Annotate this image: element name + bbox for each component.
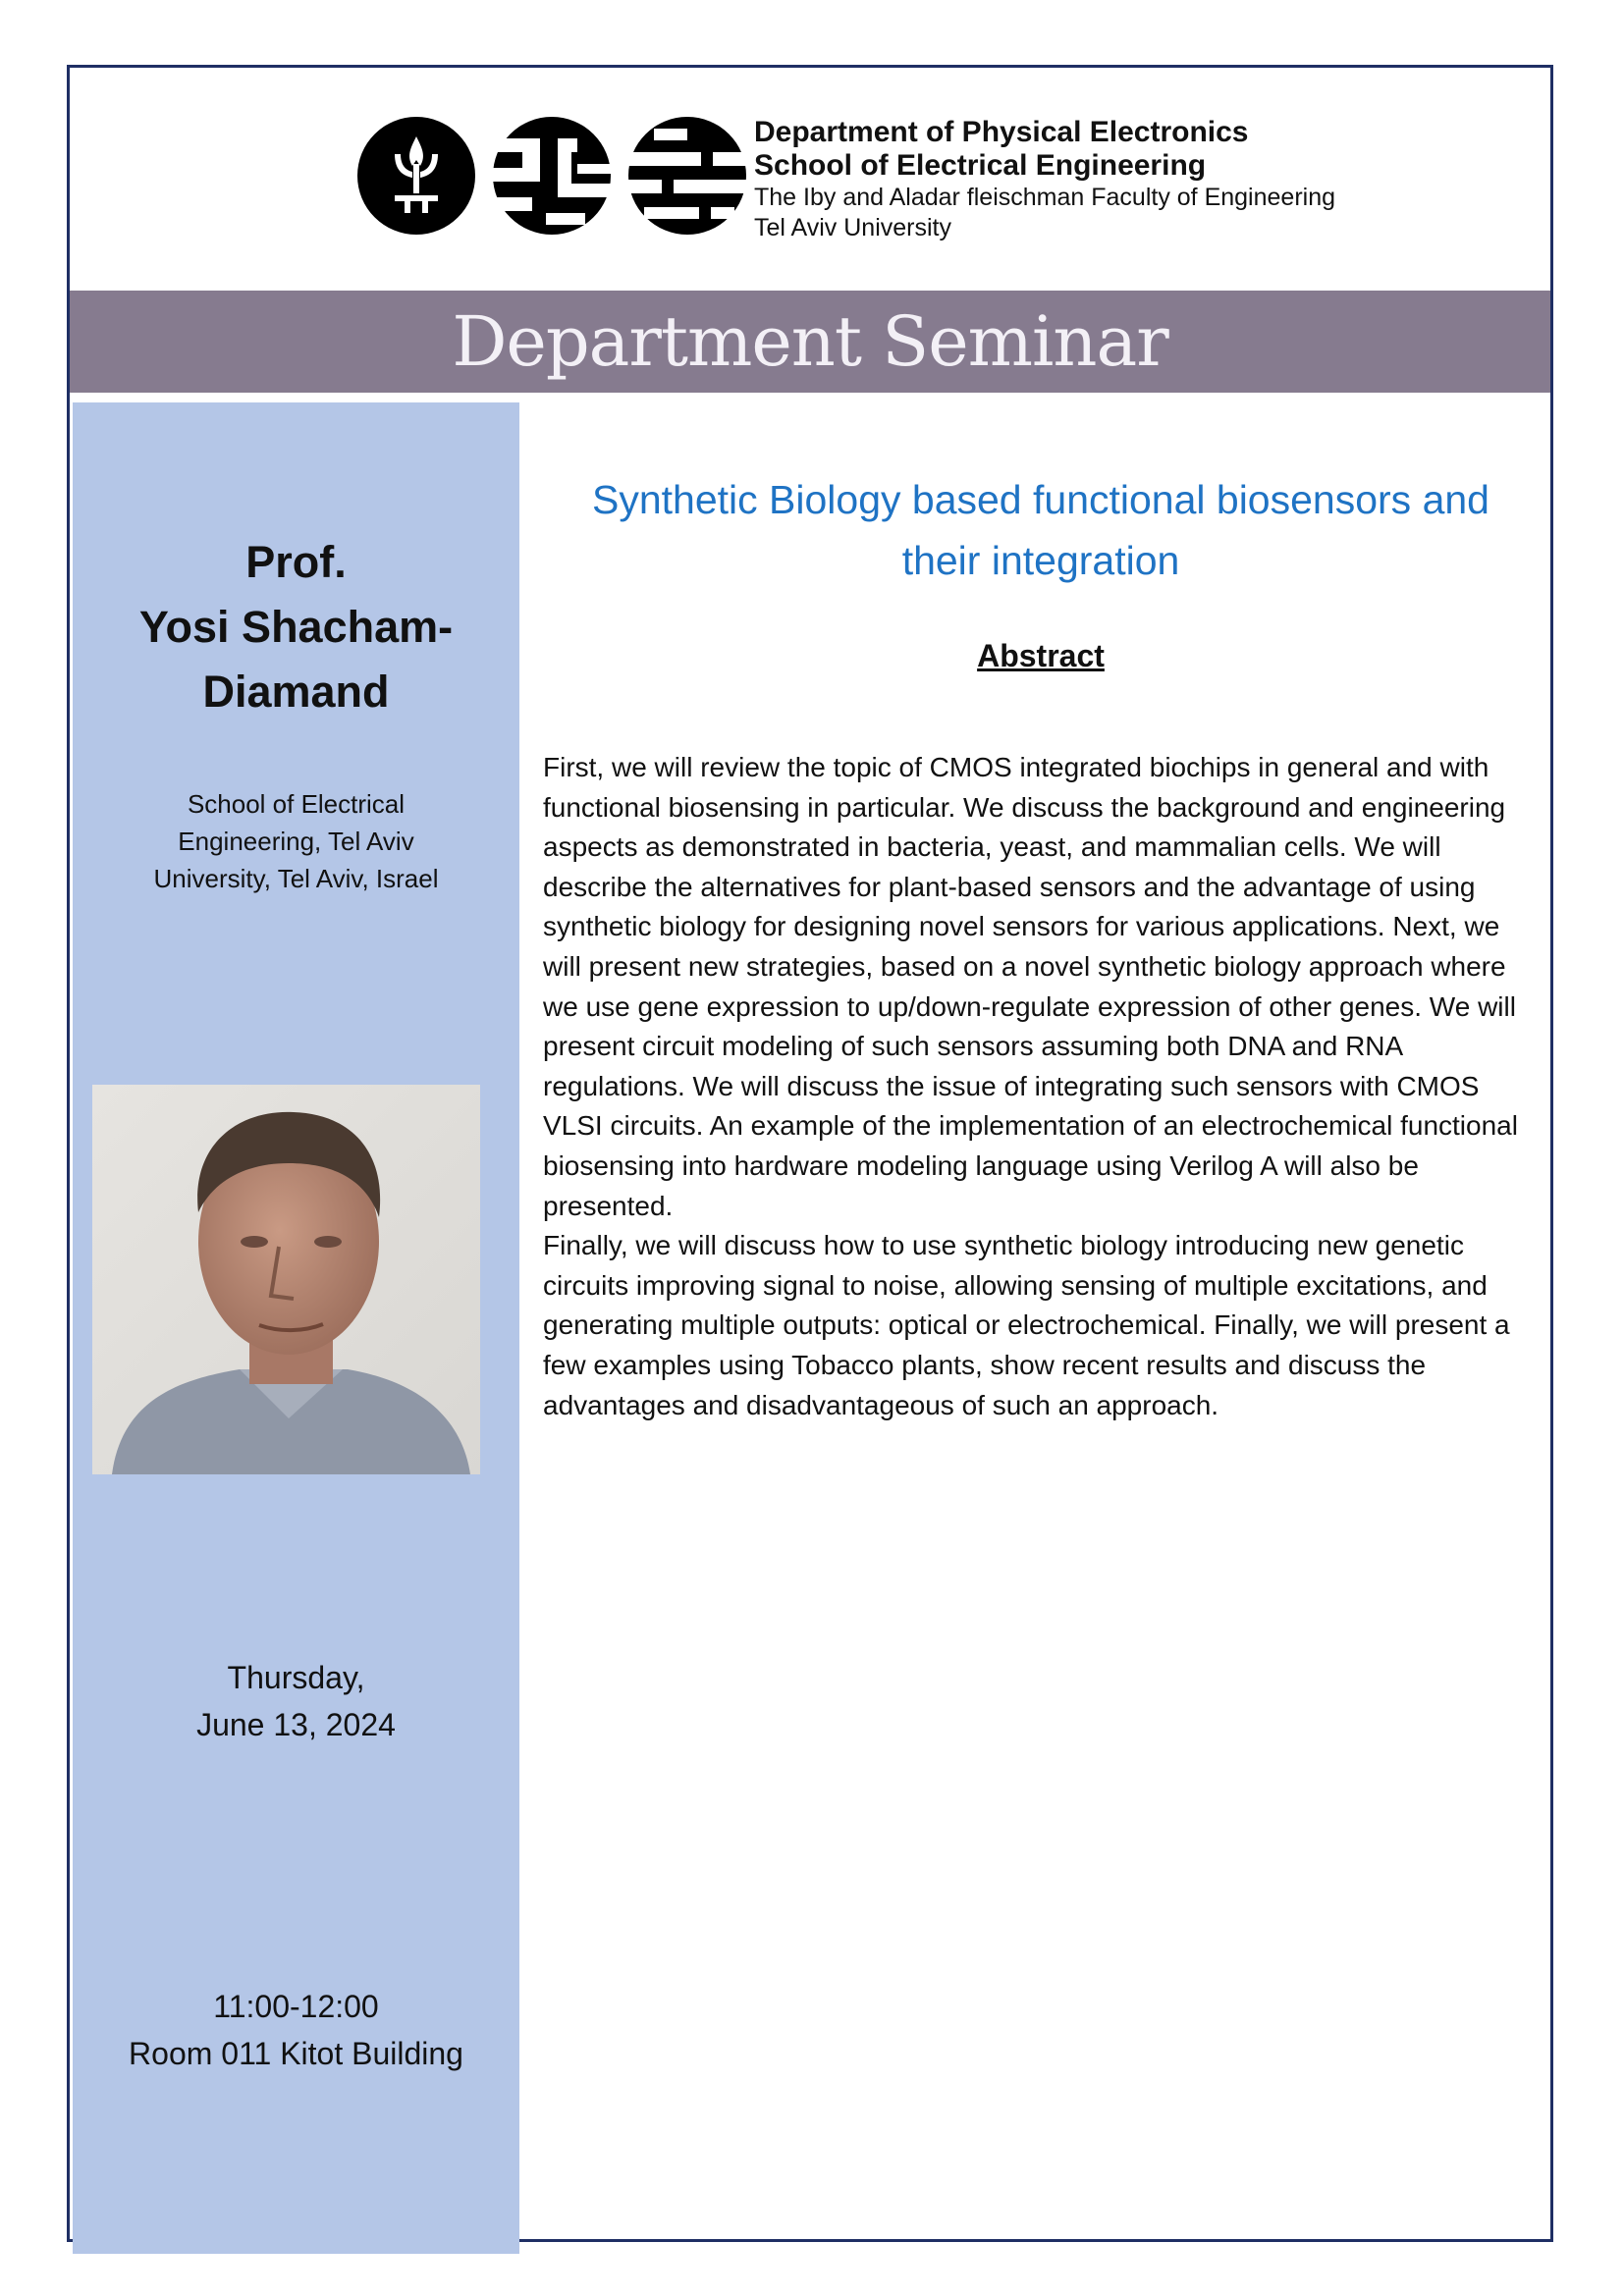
affiliation-line: Engineering, Tel Aviv	[178, 827, 414, 856]
abstract-paragraph: Finally, we will discuss how to use synthetic biology introducing new genetic circuits improving signal to noise, allowing sensing of multiple excitations, and generating multiple outputs: optical or electrochemical. Finally, we will present a few examples using Tobacco plants, show recent results and discuss the advantages and disadvantageous of such an approach.	[543, 1230, 1510, 1420]
department-logo	[626, 115, 748, 237]
talk-title	[535, 469, 1546, 591]
speaker-photo	[92, 1085, 480, 1474]
talk-title-line: Synthetic Biology based functional biosensors and	[592, 477, 1489, 522]
department-header-text	[754, 116, 1461, 243]
speaker-name-line: Diamand	[202, 667, 390, 717]
school-name: School of Electrical Engineering	[754, 149, 1207, 182]
event-time: 11:00-12:00	[213, 1989, 379, 2024]
event-date	[73, 1654, 519, 1748]
department-name: Department of Physical Electronics	[754, 116, 1249, 148]
event-date-value: June 13, 2024	[196, 1707, 396, 1742]
faculty-name: The Iby and Aladar fleischman Faculty of Engineering	[754, 184, 1336, 211]
banner-title: Department Seminar	[452, 301, 1168, 382]
speaker-affiliation	[132, 785, 460, 897]
event-day: Thursday,	[227, 1660, 365, 1695]
talk-title-line: their integration	[901, 538, 1180, 583]
event-time-location	[73, 1983, 519, 2077]
affiliation-line: School of Electrical	[187, 789, 406, 819]
header-logos	[355, 112, 748, 240]
abstract-body	[543, 748, 1535, 1425]
university-name: Tel Aviv University	[754, 214, 951, 241]
speaker-sidebar	[73, 402, 519, 2254]
speaker-name-line: Yosi Shacham-	[138, 602, 454, 652]
abstract-heading: Abstract	[977, 638, 1105, 673]
event-location: Room 011 Kitot Building	[129, 2036, 463, 2071]
speaker-portrait-image	[92, 1085, 480, 1474]
tau-emblem-logo	[355, 115, 477, 237]
seminar-banner	[70, 291, 1550, 393]
abstract-paragraph: First, we will review the topic of CMOS integrated biochips in general and with functional biosensing in particular. We discuss the background and engineering aspects as demonstrated in bacteria, yeast, and mammalian cells. We will describe the alternatives for plant-based sensors and the advantage of using synthetic biology for designing novel sensors for various applications. Next, we will present new strategies, based on a novel synthetic biology approach where we use gene expression to up/down-regulate expression of other genes. We will present circuit modeling of such sensors assuming both DNA and RNA regulations. We will discuss the issue of integrating such sensors with CMOS VLSI circuits. An example of the implementation of an electrochemical functional biosensing into hardware modeling language using Verilog A will also be presented.	[543, 752, 1518, 1221]
speaker-title: Prof.	[245, 537, 347, 587]
affiliation-line: University, Tel Aviv, Israel	[153, 864, 439, 893]
school-logo	[491, 115, 613, 237]
speaker-name	[73, 530, 519, 724]
